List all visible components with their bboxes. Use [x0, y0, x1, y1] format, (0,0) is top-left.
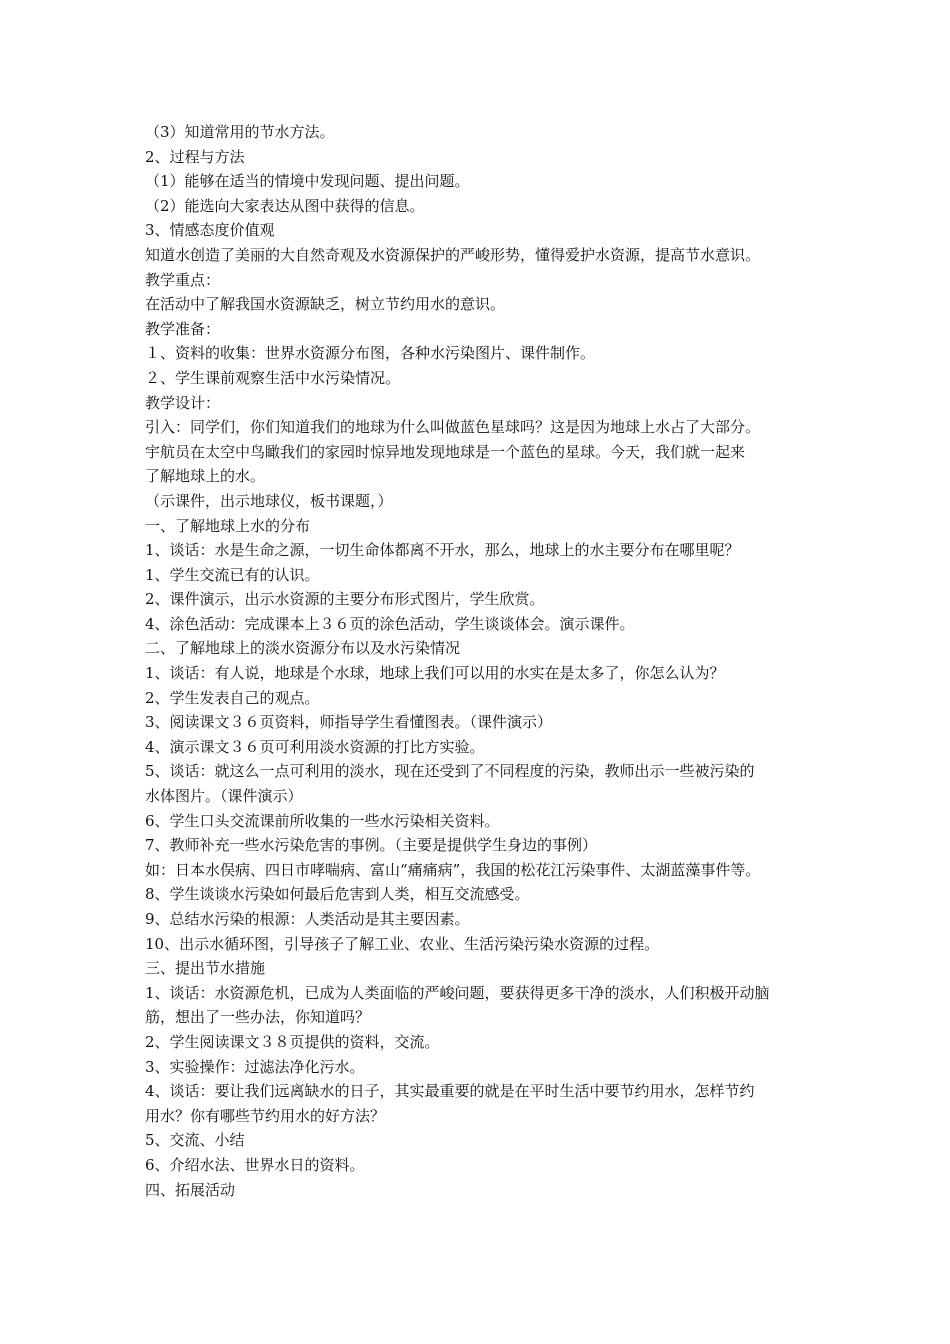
text-line: 知道水创造了美丽的大自然奇观及水资源保护的严峻形势，懂得爱护水资源，提高节水意识。	[145, 245, 761, 264]
section-heading: 教学重点：	[145, 270, 221, 289]
text-line: 4、涂色活动：完成课本上３６页的涂色活动，学生谈谈体会。演示课件。	[145, 614, 635, 633]
text-line: 10、出示水循环图，引导孩子了解工业、农业、生活污染污染水资源的过程。	[145, 934, 660, 953]
text-line: 6、学生口头交流课前所收集的一些水污染相关资料。	[145, 811, 500, 830]
section-heading: 教学设计：	[145, 393, 221, 412]
text-line: 1、谈话：有人说，地球是个水球，地球上我们可以用的水实在是太多了，你怎么认为？	[145, 664, 725, 683]
document-body	[145, 120, 825, 1202]
section-heading: 教学准备：	[145, 319, 221, 338]
text-line: 3、阅读课文３６页资料，师指导学生看懂图表。（课件演示）	[145, 713, 553, 732]
text-line: （示课件，出示地球仪，板书课题，）	[145, 491, 393, 510]
text-line: 9、总结水污染的根源：人类活动是其主要因素。	[145, 910, 470, 928]
text-line: 1、谈话：水资源危机，已成为人类面临的严峻问题，要获得更多干净的淡水，人们积极开动脑	[145, 983, 770, 1002]
text-line: 在活动中了解我国水资源缺乏，树立节约用水的意识。	[145, 295, 506, 314]
text-line: 3、实验操作：过滤法净化污水。	[145, 1057, 365, 1076]
text-line: 宇航员在太空中鸟瞰我们的家园时惊异地发现地球是一个蓝色的星球。今天，我们就一起来	[145, 442, 746, 461]
text-line: 7、教师补充一些水污染危害的事例。（主要是提供学生身边的事例）	[145, 836, 598, 855]
text-line: 6、介绍水法、世界水日的资料。	[145, 1155, 365, 1174]
section-heading: 3、情感态度价值观	[145, 221, 275, 240]
section-heading: 一、了解地球上水的分布	[145, 516, 311, 535]
section-heading: 二、了解地球上的淡水资源分布以及水污染情况	[145, 639, 461, 658]
text-line: 2、学生发表自己的观点。	[145, 688, 320, 707]
text-line: 4、谈话：要让我们远离缺水的日子，其实最重要的就是在平时生活中要节约用水，怎样节约	[145, 1082, 755, 1101]
text-line: 2、学生阅读课文３８页提供的资料，交流。	[145, 1032, 440, 1051]
text-line: （2）能选向大家表达从图中获得的信息。	[145, 196, 425, 215]
text-line: 1、学生交流已有的认识。	[145, 565, 320, 584]
section-heading: 三、提出节水措施	[145, 959, 266, 978]
text-line: 2、课件演示，出示水资源的主要分布形式图片，学生欣赏。	[145, 590, 545, 609]
text-line: 5、谈话：就这么一点可利用的淡水，现在还受到了不同程度的污染，教师出示一些被污染的	[145, 762, 755, 781]
text-line: 4、演示课文３６页可利用淡水资源的打比方实验。	[145, 737, 485, 756]
text-line: 用水？你有哪些节约用水的好方法？	[145, 1106, 386, 1125]
section-heading: 四、拓展活动	[145, 1180, 236, 1199]
section-heading: 2、过程与方法	[145, 147, 245, 166]
text-line: （3）知道常用的节水方法。	[145, 123, 335, 141]
text-line: 筋，想出了一些办法，你知道吗？	[145, 1008, 371, 1027]
text-line: 8、学生谈谈水污染如何最后危害到人类，相互交流感受。	[145, 885, 530, 904]
text-line: １、资料的收集：世界水资源分布图，各种水污染图片、课件制作。	[145, 344, 596, 363]
text-line: 5、交流、小结	[145, 1131, 245, 1150]
text-line: 如：日本水俣病、四日市哮喘病、富山“痛痛病”，我国的松花江污染事件、太湖蓝藻事件等。	[145, 860, 761, 879]
text-line: ２、学生课前观察生活中水污染情况。	[145, 368, 401, 387]
text-line: （1）能够在适当的情境中发现问题、提出问题。	[145, 172, 470, 191]
text-line: 了解地球上的水。	[145, 467, 266, 486]
text-line: 引入：同学们，你们知道我们的地球为什么叫做蓝色星球吗？这是因为地球上水占了大部分。	[145, 418, 761, 437]
text-line: 1、谈话：水是生命之源，一切生命体都离不开水，那么，地球上的水主要分布在哪里呢？	[145, 541, 740, 560]
text-line: 水体图片。（课件演示）	[145, 787, 303, 806]
